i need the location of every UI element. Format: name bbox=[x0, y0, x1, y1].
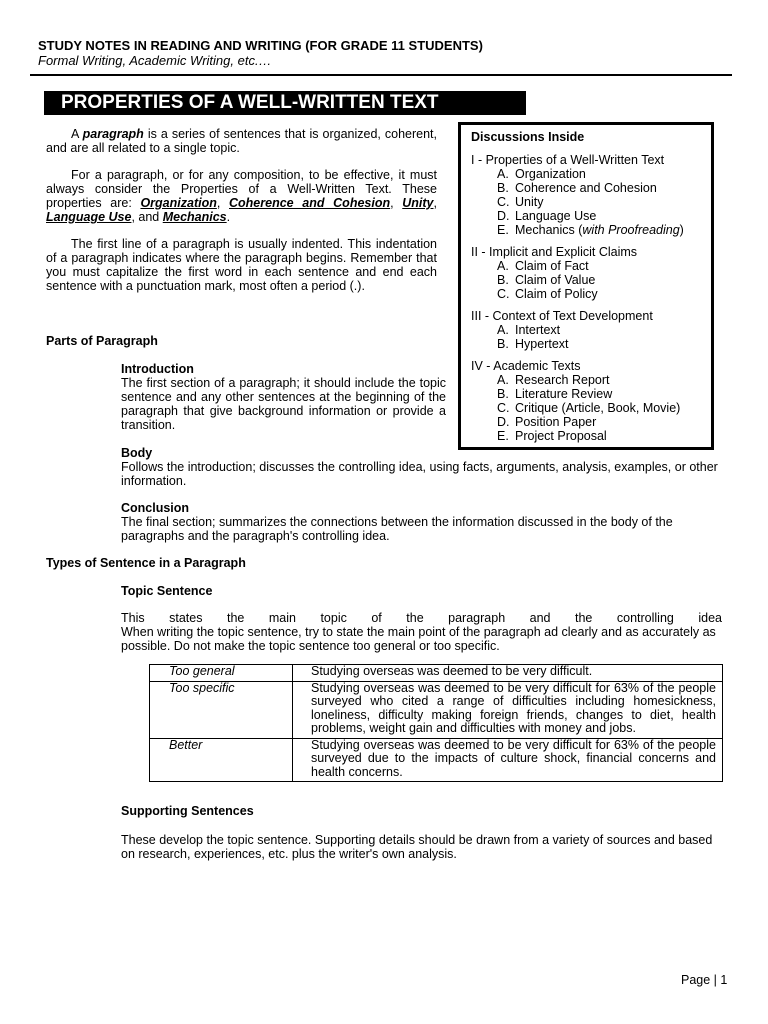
toc-item bbox=[471, 273, 701, 287]
example-label: Better bbox=[150, 738, 293, 782]
toc-item bbox=[471, 387, 701, 401]
introduction-title: Introduction bbox=[121, 362, 194, 376]
intro-text: is a series of sentences that is organized, coherent, and are all related to a single topic. bbox=[46, 127, 438, 155]
supporting-sentences-title: Supporting Sentences bbox=[121, 804, 254, 818]
intro-paragraph-1 bbox=[46, 127, 437, 155]
toc-section-title: II - Implicit and Explicit Claims bbox=[471, 245, 638, 259]
toc-item-letter: C. bbox=[497, 287, 510, 301]
toc-section bbox=[471, 309, 701, 351]
conclusion-title: Conclusion bbox=[121, 501, 190, 515]
table-row bbox=[150, 738, 723, 782]
topic-sentence-text bbox=[121, 611, 722, 653]
toc-item-paren: ) bbox=[679, 223, 684, 237]
intro-paragraphs bbox=[46, 127, 437, 306]
separator: , bbox=[390, 196, 403, 210]
intro-text: For a paragraph, or for any composition, to be effective, it must always consider the Properties of a Well-Written Text. These properties are: bbox=[46, 168, 437, 210]
types-heading: Types of Sentence in a Paragraph bbox=[46, 556, 246, 570]
toc-item-text: Intertext bbox=[515, 323, 561, 337]
toc-item bbox=[471, 167, 701, 181]
toc-section-title: III - Context of Text Development bbox=[471, 309, 653, 323]
separator: , bbox=[216, 196, 229, 210]
header-divider bbox=[30, 74, 732, 76]
toc-section bbox=[471, 153, 701, 237]
table-row bbox=[150, 665, 723, 682]
parts-heading: Parts of Paragraph bbox=[46, 334, 158, 348]
toc-section bbox=[471, 359, 701, 443]
toc-item-letter: A. bbox=[497, 323, 509, 337]
toc-item-text: Coherence and Cohesion bbox=[515, 181, 657, 195]
conclusion-text: The final section; summarizes the connections between the information discussed in the body of the paragraphs and the paragraph's controlling idea. bbox=[121, 515, 673, 543]
toc-item-text: Research Report bbox=[515, 373, 610, 387]
paragraph-term: paragraph bbox=[82, 127, 144, 141]
toc-item-letter: B. bbox=[497, 387, 509, 401]
toc-item-text: Claim of Policy bbox=[515, 287, 598, 301]
toc-item bbox=[471, 415, 701, 429]
separator: , and bbox=[131, 210, 163, 224]
toc-item bbox=[471, 429, 701, 443]
document-subtitle: Formal Writing, Academic Writing, etc.… bbox=[38, 53, 272, 68]
discussions-box bbox=[458, 122, 714, 450]
toc-item bbox=[471, 323, 701, 337]
toc-item-text: Literature Review bbox=[515, 387, 613, 401]
toc-item-letter: B. bbox=[497, 273, 509, 287]
toc-item-text: Project Proposal bbox=[515, 429, 607, 443]
separator: , bbox=[433, 196, 437, 210]
section-title: PROPERTIES OF A WELL-WRITTEN TEXT bbox=[44, 91, 526, 115]
body-text: Follows the introduction; discusses the controlling idea, using facts, arguments, analysis, examples, or other information. bbox=[121, 460, 718, 488]
introduction-text: The first section of a paragraph; it should include the topic sentence and any other sentences at the beginning of the paragraph that give background information or provide a transition. bbox=[121, 376, 446, 432]
example-label: Too general bbox=[150, 665, 293, 682]
toc-item-letter: D. bbox=[497, 209, 510, 223]
toc-item-letter: A. bbox=[497, 373, 509, 387]
topic-sentence-line1: This states the main topic of the paragraph and the controlling idea bbox=[121, 611, 722, 625]
toc-item bbox=[471, 401, 701, 415]
toc-item-note: with Proofreading bbox=[582, 223, 680, 237]
toc-item-letter: B. bbox=[497, 337, 509, 351]
introduction-part bbox=[121, 362, 446, 432]
toc-section-title: IV - Academic Texts bbox=[471, 359, 581, 373]
toc-item-letter: D. bbox=[497, 415, 510, 429]
period: . bbox=[226, 210, 231, 224]
toc-item-letter: C. bbox=[497, 195, 510, 209]
toc-item-text: Hypertext bbox=[515, 337, 569, 351]
property-language-use: Language Use bbox=[46, 210, 132, 224]
intro-text: A bbox=[71, 127, 83, 141]
example-text: Studying overseas was deemed to be very difficult for 63% of the people surveyed due to the impacts of culture shock, financial concerns and health concerns. bbox=[293, 738, 723, 782]
toc-item-letter: A. bbox=[497, 167, 509, 181]
toc-item-text: Claim of Value bbox=[515, 273, 596, 287]
toc-item-letter: E. bbox=[497, 429, 509, 443]
conclusion-part bbox=[121, 501, 722, 543]
toc-item bbox=[471, 195, 701, 209]
property-mechanics: Mechanics bbox=[162, 210, 227, 224]
intro-paragraph-3: The first line of a paragraph is usually indented. This indentation of a paragraph indicates where the paragraph begins. Remember that you must capitalize the first word in each sentence and end each sentence with a punctuation mark, most often a period (.). bbox=[46, 237, 437, 293]
toc-item bbox=[471, 259, 701, 273]
toc-item bbox=[471, 181, 701, 195]
body-part bbox=[121, 446, 722, 488]
toc-item-letter: E. bbox=[497, 223, 509, 237]
toc-item-letter: B. bbox=[497, 181, 509, 195]
property-coherence-cohesion: Coherence and Cohesion bbox=[229, 196, 391, 210]
topic-sentence-title: Topic Sentence bbox=[121, 584, 213, 598]
document-title: STUDY NOTES IN READING AND WRITING (FOR GRADE 11 STUDENTS) bbox=[38, 38, 483, 53]
toc-item bbox=[471, 209, 701, 223]
toc-item bbox=[471, 223, 701, 237]
toc-item bbox=[471, 337, 701, 351]
toc-item-text: Organization bbox=[515, 167, 586, 181]
toc-item bbox=[471, 373, 701, 387]
toc-item-text: Mechanics ( bbox=[515, 223, 583, 237]
toc-section bbox=[471, 245, 701, 301]
toc-item-text: Language Use bbox=[515, 209, 597, 223]
supporting-sentences-text: These develop the topic sentence. Supporting details should be drawn from a variety of sources and based on research, experiences, etc. plus the writer's own analysis. bbox=[121, 833, 713, 861]
toc-item-letter: A. bbox=[497, 259, 509, 273]
example-label: Too specific bbox=[150, 681, 293, 738]
example-text: Studying overseas was deemed to be very difficult. bbox=[293, 665, 723, 682]
discussions-heading: Discussions Inside bbox=[471, 130, 585, 144]
topic-sentence-rest: When writing the topic sentence, try to state the main point of the paragraph ad clearly and as accurately as possible. Do not make the topic sentence too general or too specific. bbox=[121, 625, 716, 653]
toc-item-text: Unity bbox=[515, 195, 544, 209]
property-unity: Unity bbox=[402, 196, 434, 210]
page-number: Page | 1 bbox=[681, 973, 728, 987]
body-title: Body bbox=[121, 446, 153, 460]
example-text: Studying overseas was deemed to be very difficult for 63% of the people surveyed who cited a range of difficulties including homesickness, loneliness, difficulty making foreign friends, changes to diet, health problems, weight gain and difficulties with money and jobs. bbox=[293, 681, 723, 738]
toc-item-text: Critique (Article, Book, Movie) bbox=[515, 401, 681, 415]
toc-item bbox=[471, 287, 701, 301]
property-organization: Organization bbox=[140, 196, 217, 210]
intro-paragraph-2 bbox=[46, 168, 437, 224]
toc-section-title: I - Properties of a Well-Written Text bbox=[471, 153, 665, 167]
toc-item-letter: C. bbox=[497, 401, 510, 415]
table-row bbox=[150, 681, 723, 738]
topic-sentence-examples-table bbox=[149, 664, 723, 782]
toc-item-text: Claim of Fact bbox=[515, 259, 589, 273]
toc-item-text: Position Paper bbox=[515, 415, 597, 429]
